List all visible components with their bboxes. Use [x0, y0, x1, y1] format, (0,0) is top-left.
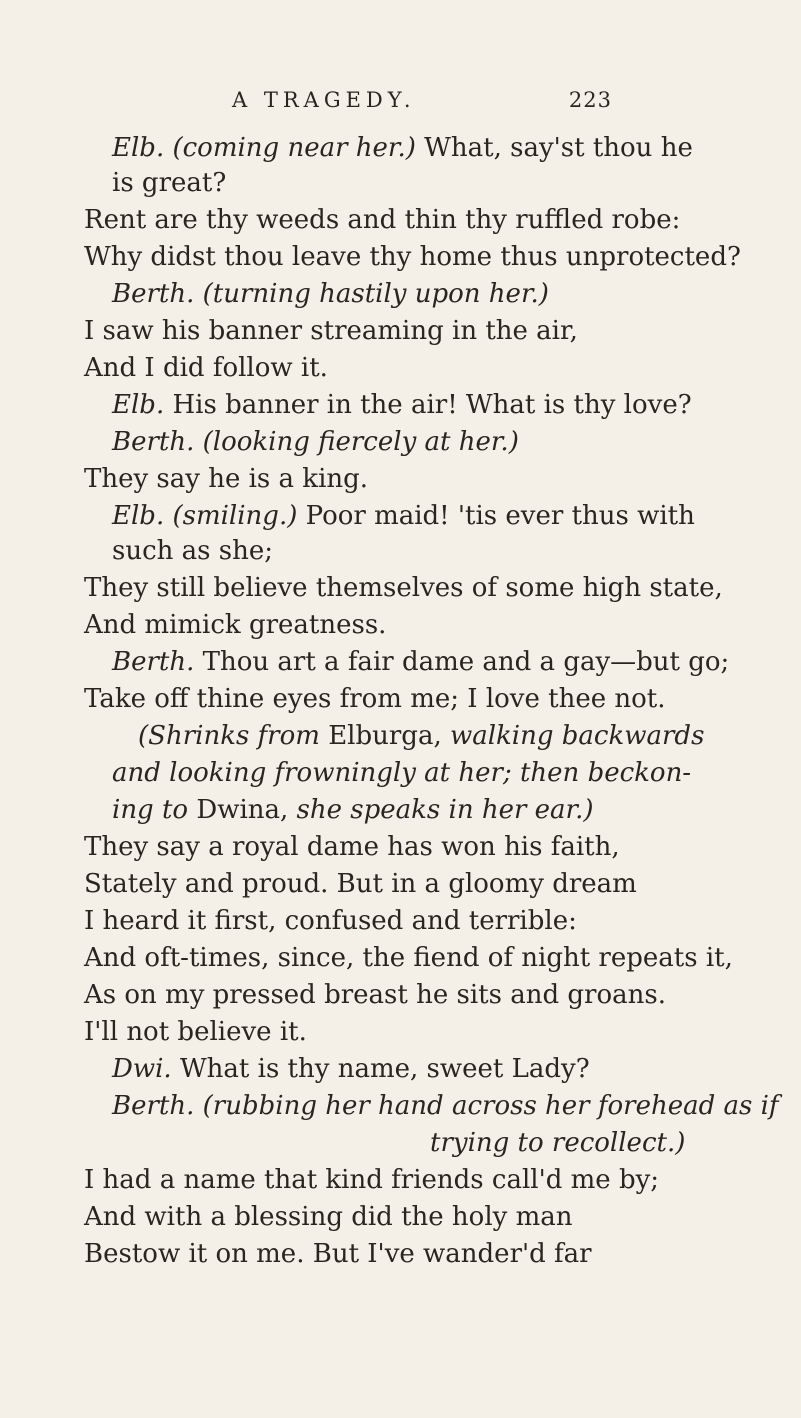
line-text: such as she;	[112, 536, 274, 566]
text-line	[138, 719, 704, 753]
text-line	[112, 1089, 779, 1123]
text-line	[84, 904, 577, 938]
speaker: Berth.	[112, 279, 195, 309]
line-text: Poor maid! 'tis ever thus with	[297, 501, 695, 531]
line-text: Rent are thy weeds and thin thy ruffled robe:	[84, 205, 681, 235]
line-text: I saw his banner streaming in the air,	[84, 316, 578, 346]
text-line	[430, 1126, 685, 1160]
text-line	[84, 1015, 307, 1049]
stage-direction: (turning hastily upon her.)	[194, 279, 549, 309]
text-line	[84, 978, 666, 1012]
stage-direction: trying to recollect.)	[430, 1128, 686, 1158]
line-text: And oft-times, since, the fiend of night repeats it,	[84, 943, 733, 973]
text-line	[84, 314, 578, 348]
stage-direction: walking backwards	[441, 721, 705, 751]
line-text: I heard it first, confused and terrible:	[84, 906, 577, 936]
text-line	[84, 240, 741, 274]
text-line	[112, 425, 519, 459]
text-line	[112, 499, 695, 533]
text-line	[84, 571, 723, 605]
stage-direction: (looking fiercely at her.)	[194, 427, 519, 457]
text-line	[84, 867, 637, 901]
text-line	[112, 388, 692, 422]
text-line	[84, 1237, 592, 1271]
text-line	[84, 203, 680, 237]
speaker: Berth.	[112, 1091, 195, 1121]
character-name: Dwina,	[196, 795, 289, 825]
text-line	[84, 830, 620, 864]
line-text: His banner in the air! What is thy love?	[164, 390, 692, 420]
line-text: As on my pressed breast he sits and groans.	[84, 980, 666, 1010]
speaker: Elb.	[112, 501, 165, 531]
line-text: They say a royal dame has won his faith,	[84, 832, 620, 862]
stage-direction: (coming near her.)	[164, 133, 416, 163]
page-number: 223	[568, 88, 612, 112]
line-text: is great?	[112, 168, 227, 198]
speaker: Elb.	[112, 390, 165, 420]
text-line	[84, 608, 386, 642]
line-text: Thou art a fair dame and a gay—but go;	[194, 647, 730, 677]
speaker: Elb.	[112, 133, 165, 163]
text-line	[112, 534, 273, 568]
stage-direction: (Shrinks from	[138, 721, 329, 751]
stage-direction: and looking frowningly at her; then beckon-	[112, 758, 692, 788]
text-line	[84, 1200, 573, 1234]
stage-direction: she speaks in her ear.)	[288, 795, 594, 825]
line-text: They still believe themselves of some high state,	[84, 573, 723, 603]
line-text: And mimick greatness.	[84, 610, 387, 640]
text-line	[112, 645, 729, 679]
speaker: Berth.	[112, 647, 195, 677]
line-text: Take off thine eyes from me; I love thee not.	[84, 684, 666, 714]
line-text: Bestow it on me. But I've wander'd far	[84, 1239, 592, 1269]
stage-direction: (rubbing her hand across her forehead as if	[194, 1091, 779, 1121]
line-text: Why didst thou leave thy home thus unprotected?	[84, 242, 741, 272]
text-line	[112, 166, 226, 200]
stage-direction: (smiling.)	[164, 501, 298, 531]
speaker: Berth.	[112, 427, 195, 457]
text-line	[112, 756, 691, 790]
line-text: And with a blessing did the holy man	[84, 1202, 573, 1232]
text-line	[84, 1163, 659, 1197]
speaker: Dwi.	[112, 1054, 172, 1084]
stage-direction: ing to	[112, 795, 197, 825]
text-line	[84, 462, 368, 496]
line-text: Stately and proud. But in a gloomy dream	[84, 869, 637, 899]
line-text: I had a name that kind friends call'd me by;	[84, 1165, 660, 1195]
text-line	[84, 941, 733, 975]
text-line	[84, 682, 665, 716]
text-line	[112, 793, 594, 827]
text-line	[112, 277, 549, 311]
line-text: And I did follow it.	[84, 353, 328, 383]
running-header	[232, 88, 612, 112]
text-line	[84, 351, 328, 385]
line-text: They say he is a king.	[84, 464, 369, 494]
line-text: What is thy name, sweet Lady?	[171, 1054, 590, 1084]
running-title: A TRAGEDY.	[232, 88, 416, 112]
line-text: I'll not believe it.	[84, 1017, 307, 1047]
line-text: What, say'st thou he	[415, 133, 693, 163]
text-line	[112, 1052, 590, 1086]
character-name: Elburga,	[328, 721, 442, 751]
text-line	[112, 131, 693, 165]
